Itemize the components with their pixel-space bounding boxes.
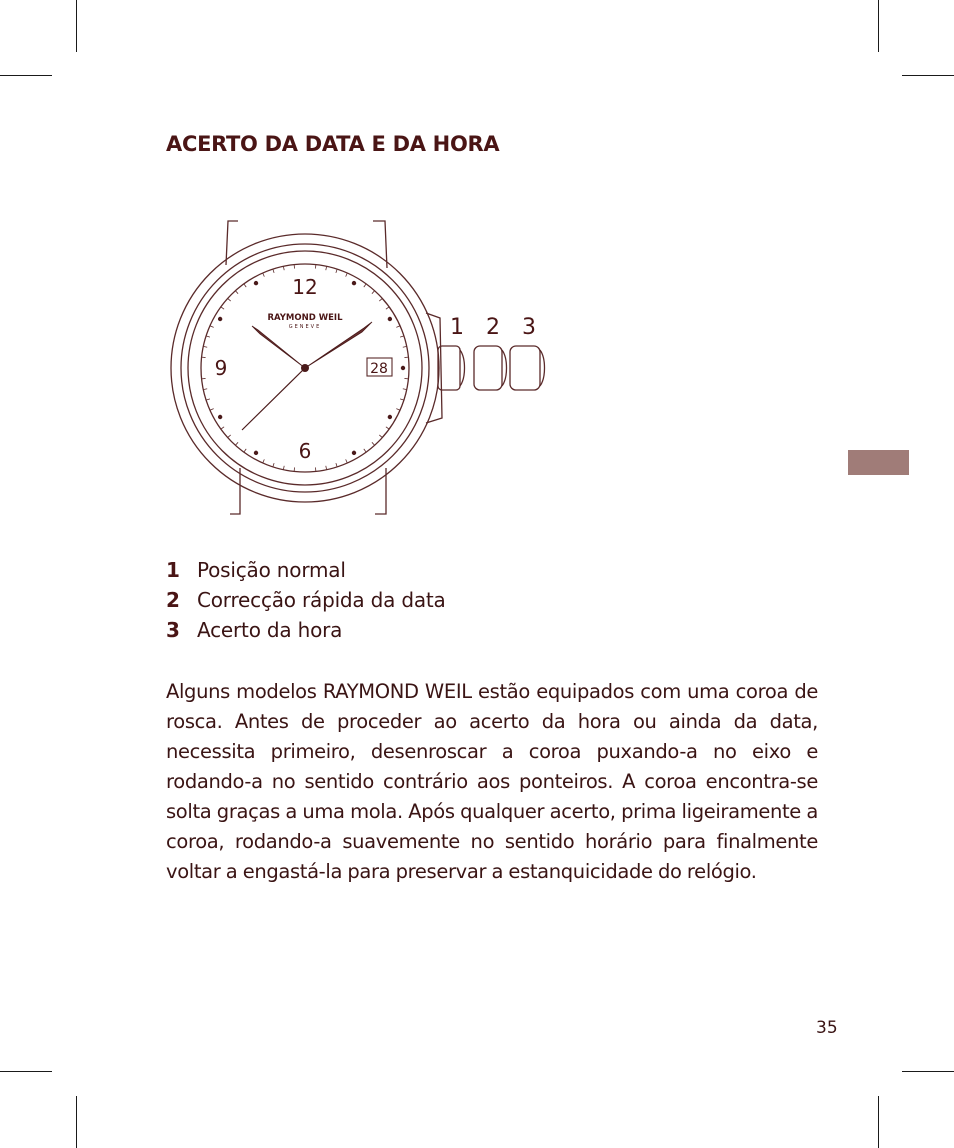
crop-mark-top-left-vertical — [76, 0, 77, 52]
minute-tick — [364, 449, 366, 452]
minute-tick — [221, 427, 224, 429]
crop-mark-top-right-vertical — [878, 0, 879, 52]
minute-tick — [400, 336, 404, 337]
hour-marker-dot — [388, 415, 392, 419]
crown-position-2: 2 — [486, 315, 500, 340]
minute-tick — [400, 399, 404, 400]
crown-position-legend — [166, 555, 446, 645]
minute-tick — [364, 284, 366, 287]
minute-tick — [203, 346, 207, 347]
crop-mark-top-left-horizontal — [0, 75, 52, 76]
minute-tick — [396, 326, 400, 328]
minute-tick — [221, 307, 224, 309]
numeral-nine: 9 — [214, 356, 228, 380]
minute-tick — [273, 269, 274, 273]
numeral-twelve: 12 — [292, 275, 318, 299]
minute-tick — [206, 336, 210, 337]
instructions-paragraph: Alguns modelos RAYMOND WEIL estão equipados com uma coroa de rosca. Antes de proceder ao acerto da hora ou ainda da data, necessita primeiro, desenroscar a coroa puxando-a no eixo e rodando-a no sentido contrário aos ponteiros. A coroa encontra-se solta graças a uma mola. Após qualquer acerto, prima ligeiramente a coroa, rodando-a suavemente no sentido horário para finalmente voltar a engastá-la para preservar a estanquicidade do relógio. — [166, 680, 818, 883]
hour-marker-dot — [254, 451, 258, 455]
minute-tick — [336, 463, 337, 467]
hour-marker-dot — [254, 281, 258, 285]
minute-tick — [346, 459, 348, 463]
hour-marker-dot — [401, 366, 405, 370]
watch-illustration — [160, 218, 560, 518]
legend-number: 2 — [166, 588, 180, 612]
minute-tick — [336, 269, 337, 273]
minute-tick — [283, 266, 284, 270]
legend-text: Correcção rápida da data — [197, 588, 446, 612]
legend-item — [166, 555, 446, 585]
minute-tick — [244, 449, 246, 452]
minute-tick — [263, 459, 265, 463]
minute-tick — [263, 273, 265, 277]
minute-tick — [403, 389, 407, 390]
crop-mark-bottom-left-vertical — [76, 1096, 77, 1148]
minute-tick — [203, 389, 207, 390]
minute-tick — [386, 307, 389, 309]
minute-tick — [326, 266, 327, 270]
crop-mark-top-right-horizontal — [902, 75, 954, 76]
minute-tick — [210, 326, 214, 328]
legend-item — [166, 585, 446, 615]
minute-tick — [206, 399, 210, 400]
minute-tick — [372, 442, 375, 445]
minute-tick — [235, 442, 238, 445]
hour-marker-dot — [218, 415, 222, 419]
minute-tick — [228, 435, 231, 438]
hour-marker-dot — [352, 281, 356, 285]
legend-text: Posição normal — [197, 558, 346, 582]
minute-tick — [283, 466, 284, 470]
crop-mark-bottom-right-vertical — [878, 1096, 879, 1148]
brand-sub-text: GENEVE — [288, 324, 322, 330]
minute-tick — [379, 435, 382, 438]
minute-tick — [379, 298, 382, 301]
minute-tick — [372, 291, 375, 294]
hour-marker-dot — [352, 451, 356, 455]
minute-tick — [273, 463, 274, 467]
page-number: 35 — [816, 1018, 838, 1038]
section-tab-marker — [848, 450, 909, 475]
minute-tick — [244, 284, 246, 287]
brand-logo-text: RAYMOND WEIL — [267, 313, 343, 323]
numeral-six: 6 — [298, 439, 312, 463]
page-title: ACERTO DA DATA E DA HORA — [166, 132, 500, 156]
minute-tick — [396, 409, 400, 411]
crown-position-1: 1 — [450, 315, 464, 340]
minute-tick — [235, 291, 238, 294]
crop-mark-bottom-left-horizontal — [0, 1071, 52, 1072]
hour-marker-dot — [218, 317, 222, 321]
date-window-text: 28 — [370, 361, 388, 377]
crop-mark-bottom-right-horizontal — [902, 1071, 954, 1072]
legend-text: Acerto da hora — [197, 618, 343, 642]
minute-tick — [346, 273, 348, 277]
legend-item — [166, 615, 446, 645]
minute-tick — [403, 346, 407, 347]
minute-tick — [210, 409, 214, 411]
crown-position-3: 3 — [522, 315, 536, 340]
legend-number: 3 — [166, 618, 180, 642]
minute-tick — [326, 466, 327, 470]
minute-tick — [228, 298, 231, 301]
hour-marker-dot — [388, 317, 392, 321]
legend-number: 1 — [166, 558, 180, 582]
minute-tick — [386, 427, 389, 429]
